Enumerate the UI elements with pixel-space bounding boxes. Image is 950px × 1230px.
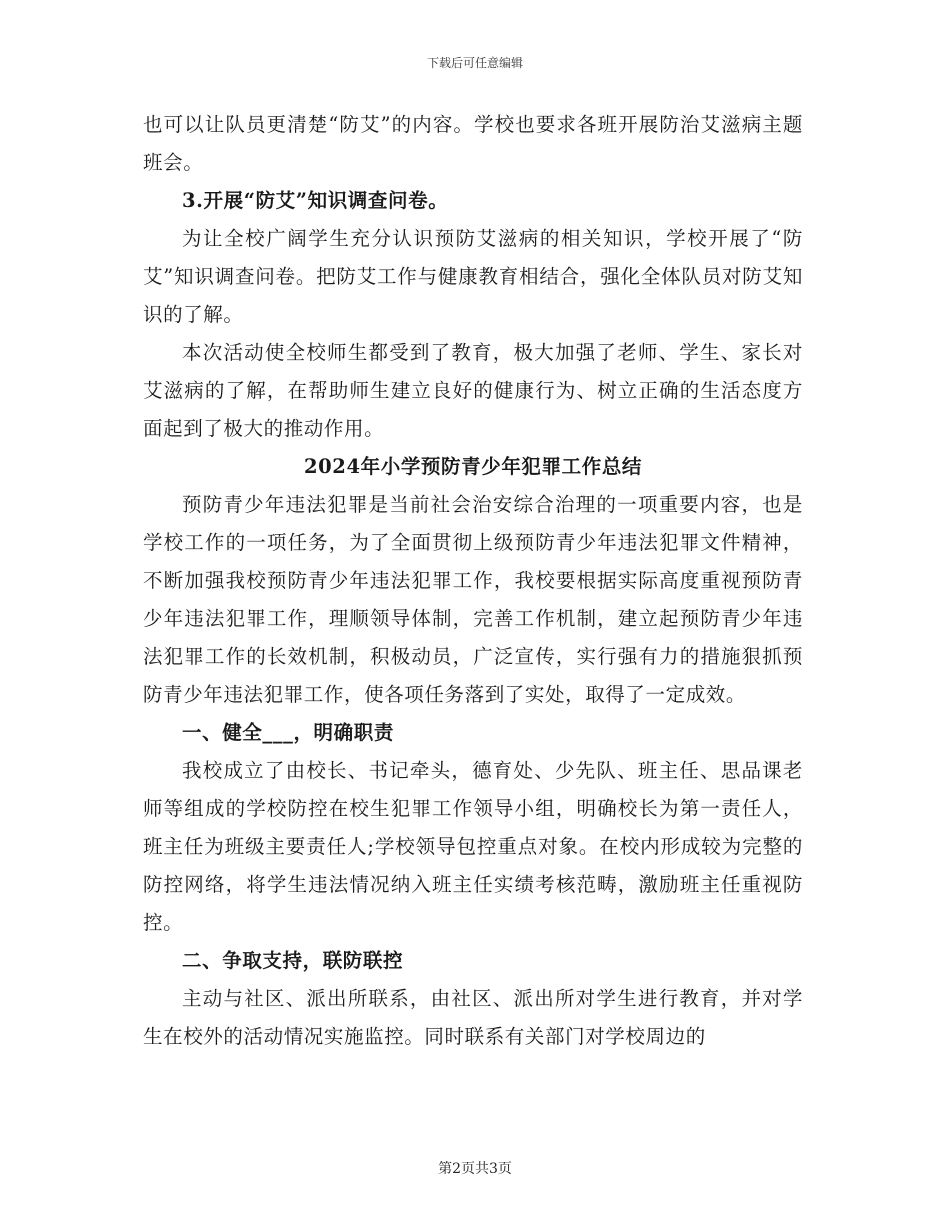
- section-heading-two: 二、争取支持，联防联控: [182, 949, 404, 972]
- paragraph-cooperation: 主动与社区、派出所联系，由社区、派出所对学生进行教育，并对学生在校外的活动情况实施监控。同时联系有关部门对学校周边的: [143, 987, 803, 1048]
- paragraph-intro: 预防青少年违法犯罪是当前社会治安综合治理的一项重要内容，也是学校工作的一项任务，为了全面贯彻上级预防青少年违法犯罪文件精神，不断加强我校预防青少年违法犯罪工作，我校要根据实际高度重视预防青少年违法犯罪工作，理顺领导体制，完善工作机制，建立起预防青少年违法犯罪工作的长效机制，积极动员，广泛宣传，实行强有力的措施狠抓预防青少年违法犯罪工作，使各项任务落到了实处，取得了一定成效。: [143, 493, 803, 706]
- paragraph-survey: 为让全校广阔学生充分认识预防艾滋病的相关知识，学校开展了“防艾”知识调查问卷。把防艾工作与健康教育相结合，强化全体队员对防艾知识的了解。: [143, 227, 803, 326]
- paragraph-leadership: 我校成立了由校长、书记牵头，德育处、少先队、班主任、思品课老师等组成的学校防控在校生犯罪工作领导小组，明确校长为第一责任人，班主任为班级主要责任人;学校领导包控重点对象。在校内形成较为完整的防控网络，将学生违法情况纳入班主任实绩考核范畴，激励班主任重视防控。: [143, 759, 803, 934]
- page-header: 下载后可任意编辑: [426, 56, 523, 70]
- page-footer: 第2页共3页: [438, 1161, 512, 1177]
- section-heading-3: 3.开展“防艾”知识调查问卷。: [182, 189, 449, 212]
- paragraph-continuation: 也可以让队员更清楚“防艾”的内容。学校也要求各班开展防治艾滋病主题班会。: [143, 113, 803, 174]
- document-title: 2024年小学预防青少年犯罪工作总结: [303, 455, 643, 478]
- document-body: [143, 106, 803, 1056]
- paragraph-activity-result: 本次活动使全校师生都受到了教育，极大加强了老师、学生、家长对艾滋病的了解，在帮助师生建立良好的健康行为、树立正确的生活态度方面起到了极大的推动作用。: [143, 341, 803, 440]
- section-heading-one: 一、健全___，明确职责: [182, 721, 394, 744]
